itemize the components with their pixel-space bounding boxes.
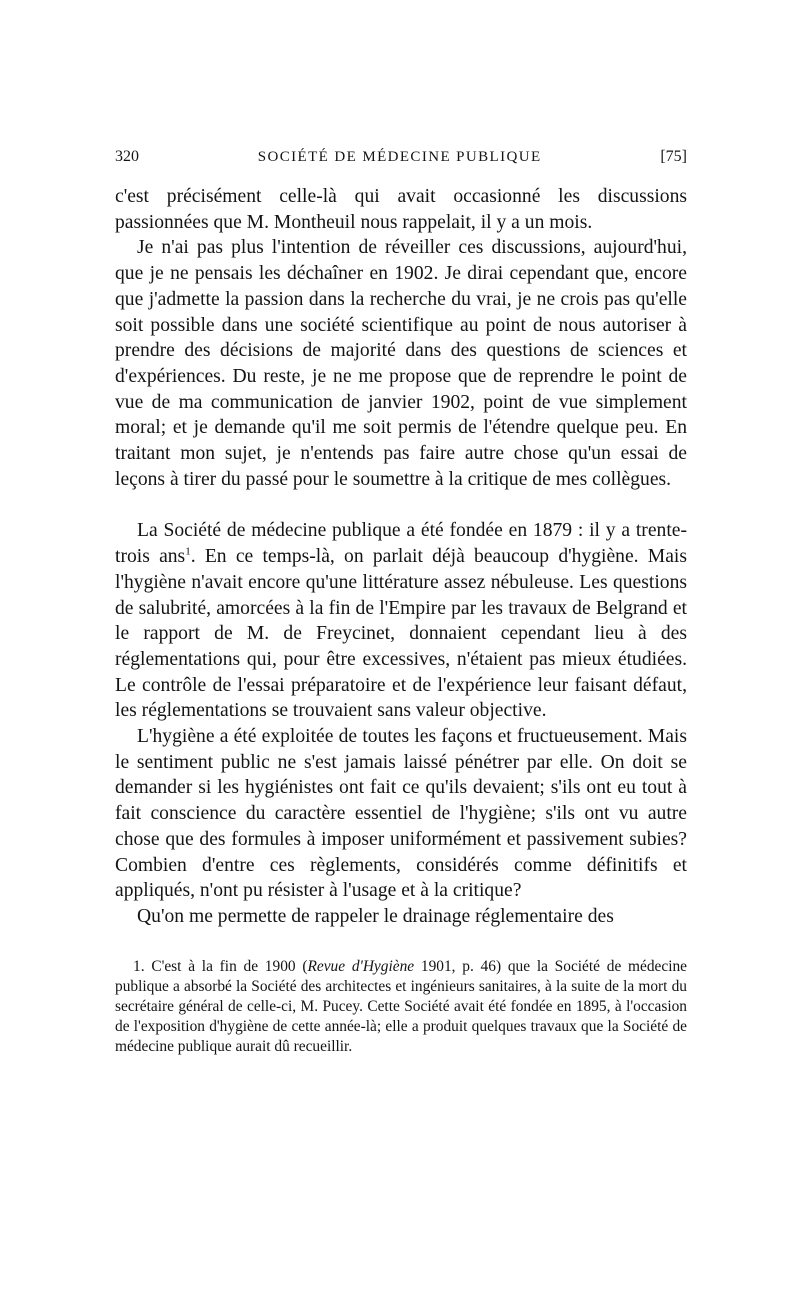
paragraph: c'est précisément celle-là qui avait occasionné les discussions passionnées que M. Montheuil nous rappelait, il y a un mois. [115, 186, 687, 233]
body-text [115, 184, 687, 930]
footnote-text: 1901, p. 46) que la Société de médecine publique a absorbé la Société des architectes et ingénieurs sanitaires, à la suite de la mort du secrétaire général de celle-ci, M. Pucey. Cette Société avait été fondée en 1895, à l'occasion de l'exposition d'hygiène de cette année-là; elle a produit quelques travaux que la Société de médecine publique aurait dû recueillir. [115, 957, 687, 1055]
footnote [115, 957, 687, 1057]
running-title: SOCIÉTÉ DE MÉDECINE PUBLIQUE [257, 149, 542, 165]
paragraph: Je n'ai pas plus l'intention de réveiller ces discussions, aujourd'hui, que je ne pensais les déchaîner en 1902. Je dirai cependant que, encore que j'admette la passion dans la recherche du vrai, je ne crois pas qu'elle soit possible dans une société scientifique au point de nous autoriser à prendre des décisions de majorité dans des questions de sciences et d'expériences. Du reste, je ne me propose que de reprendre le point de vue de ma communication de janvier 1902, point de vue simplement moral; et je demande qu'il me soit permis de l'étendre quelque peu. En traitant mon sujet, je n'entends pas faire autre chose qu'un essai de leçons à tirer du passé pour le soumettre à la critique de mes collègues. [115, 237, 687, 490]
footnote-text: C'est à la fin de 1900 ( [151, 957, 308, 975]
book-page [115, 148, 687, 1057]
paragraph: L'hygiène a été exploitée de toutes les façons et fructueusement. Mais le sentiment public ne s'est jamais laissé pénétrer par elle. On doit se demander si les hygiénistes ont fait ce qu'ils devaient; s'ils ont eu tout à fait conscience du caractère essentiel de l'hygiène; s'ils ont vu autre chose que des formules à imposer uniformément et passivement subies? Combien d'entre ces règlements, considérés comme définitifs et appliqués, n'ont pu résister à l'usage et à la critique? [115, 726, 687, 902]
paragraph-text: La Société de médecine publique a été fondée en 1879 : il y a trente-trois ans [115, 520, 687, 568]
footnote-number: 1. [133, 957, 145, 975]
footnote-reference: 1 [185, 545, 191, 558]
paragraph-text: . En ce temps-là, on parlait déjà beaucoup d'hygiène. Mais l'hygiène n'avait encore qu'une littérature assez nébuleuse. Les questions de salubrité, amorcées à la fin de l'Empire par les travaux de Belgrand et le rapport de M. de Freycinet, donnaient cependant lieu à des réglementations qui, pour être excessives, n'étaient pas mieux étudiées. Le contrôle de l'essai préparatoire et de l'expérience leur faisant défaut, les réglementations se trouvaient sans valeur objective. [115, 546, 687, 722]
journal-title: Revue d'Hygiène [307, 957, 415, 975]
paragraph [115, 518, 687, 724]
section-marker: [75] [660, 148, 687, 165]
paragraph: Qu'on me permette de rappeler le drainage réglementaire des [137, 905, 614, 927]
page-number: 320 [115, 148, 139, 165]
running-header [115, 148, 687, 166]
